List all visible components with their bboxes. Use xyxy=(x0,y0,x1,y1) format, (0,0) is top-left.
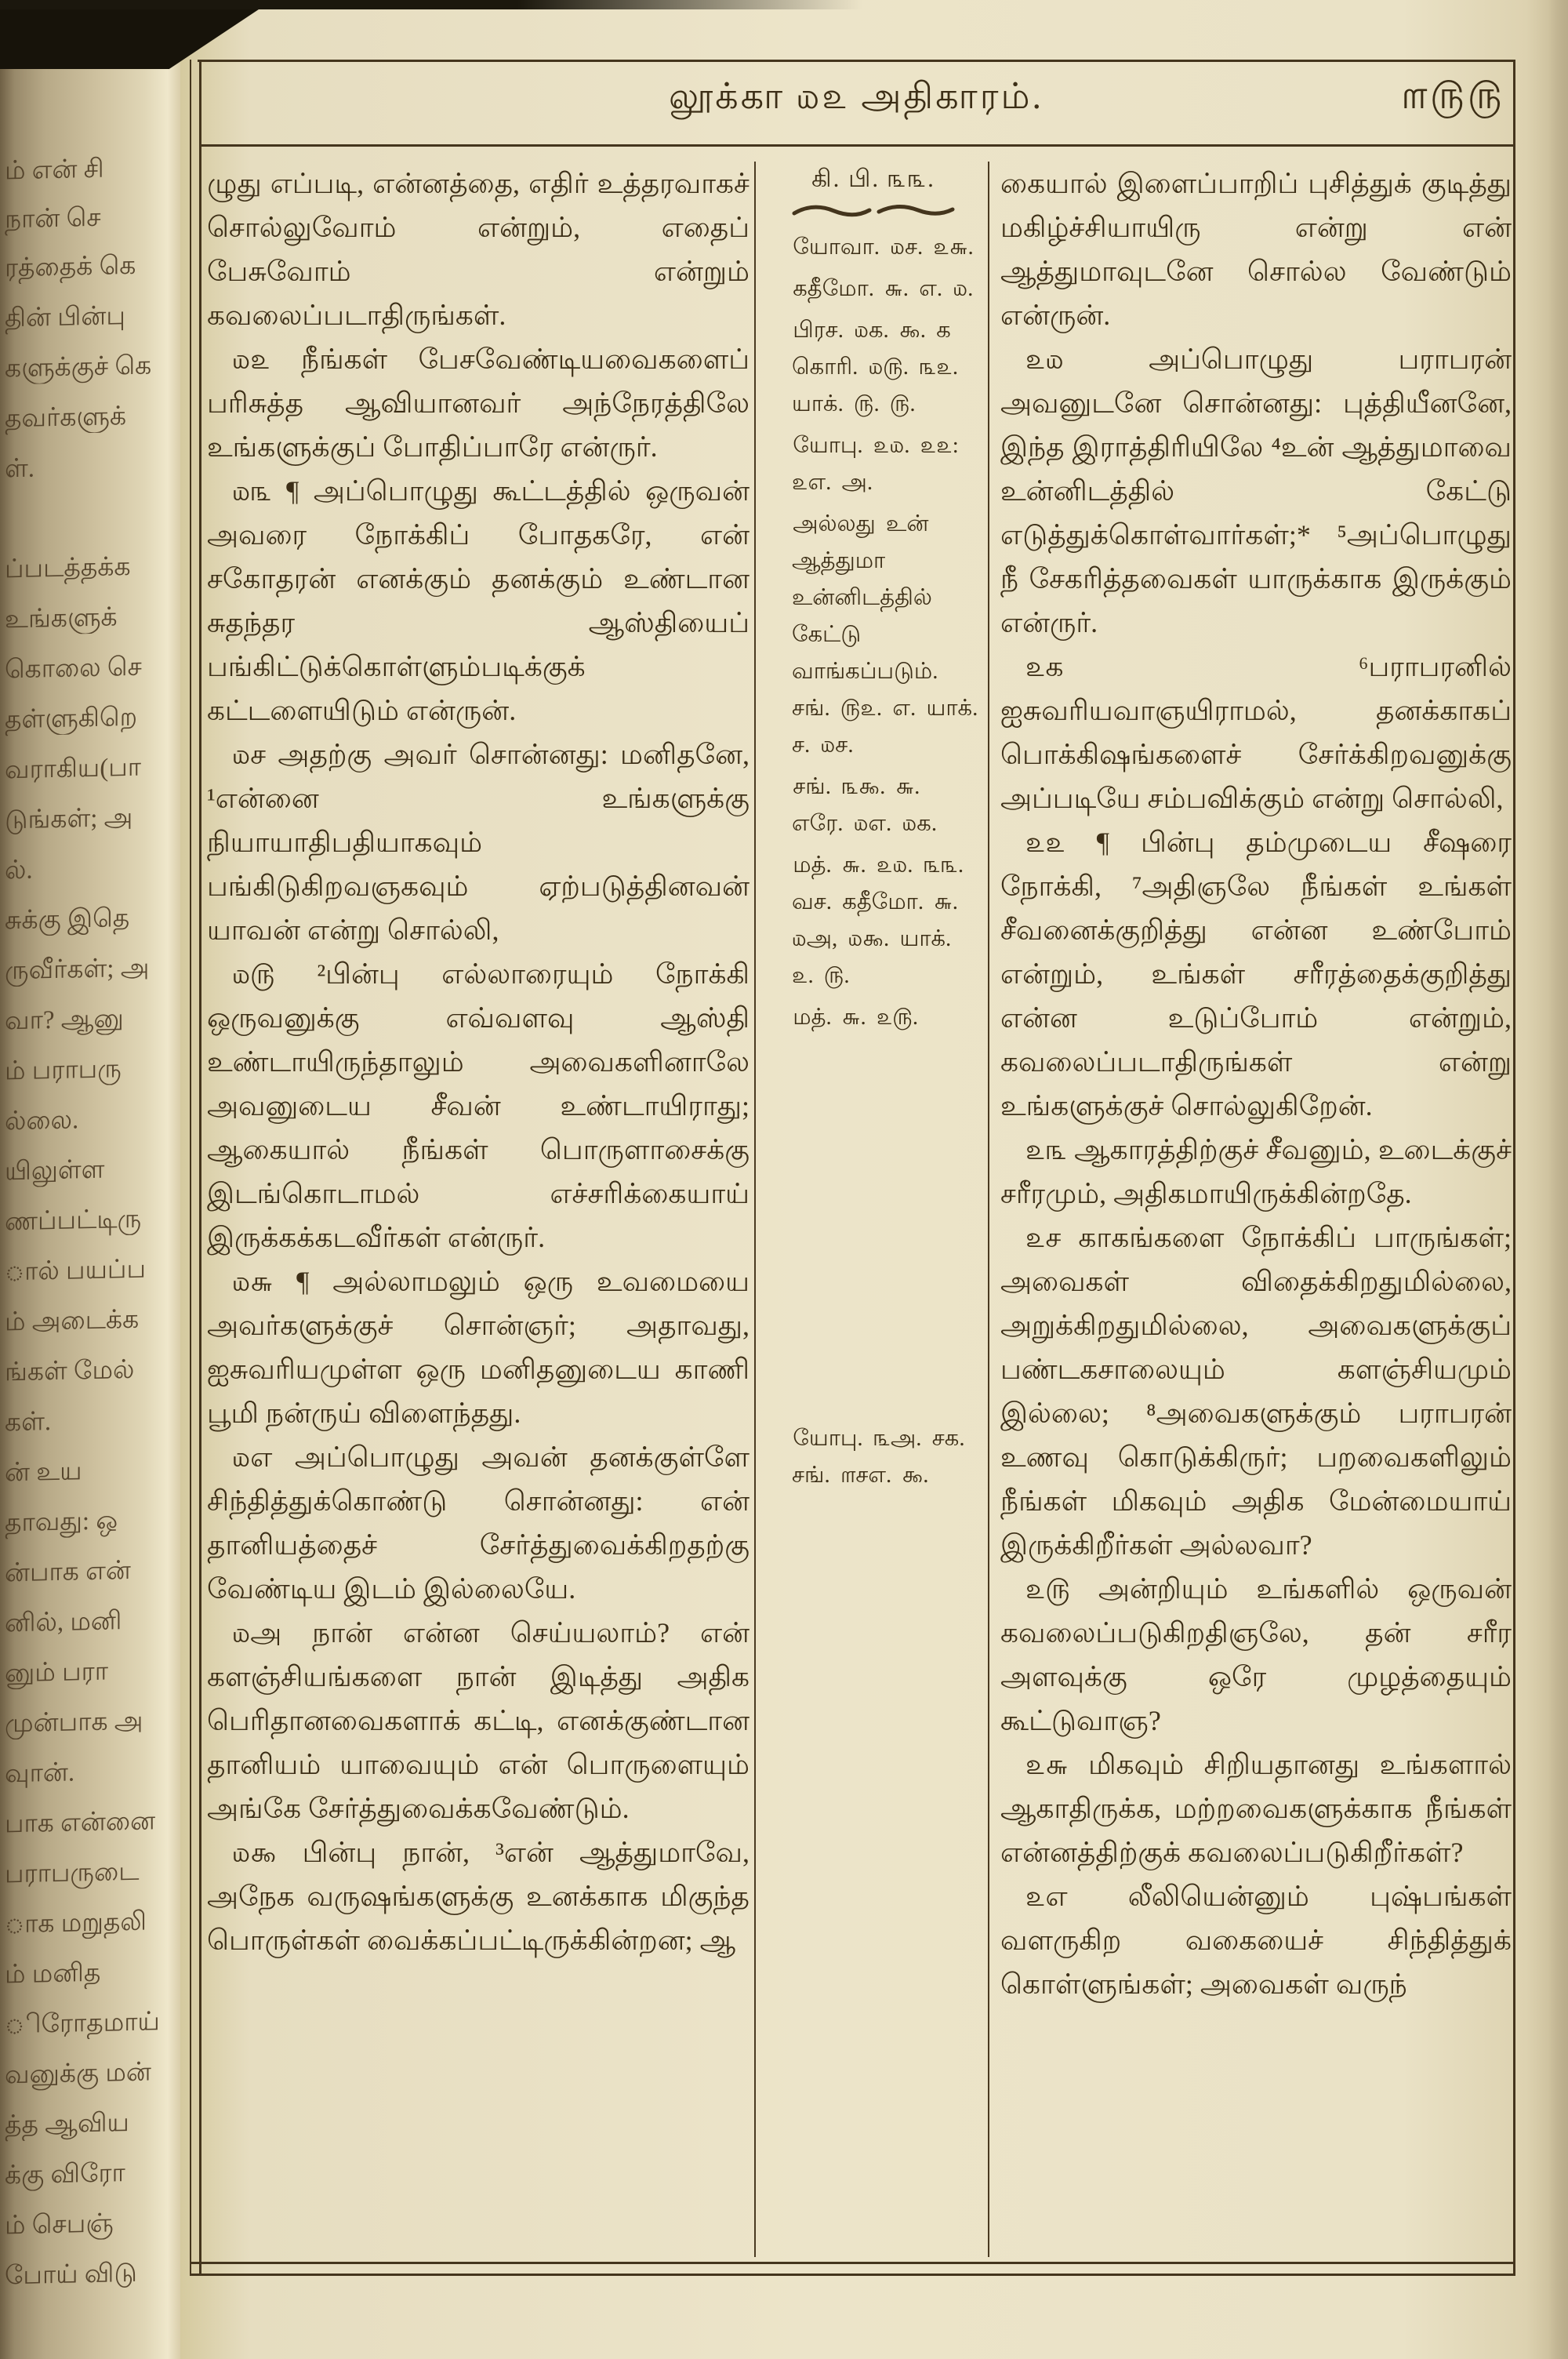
gutter-text-fragment: வுான். xyxy=(5,1758,75,1789)
verse-paragraph: ௰ச அதற்கு அவர் சொன்னது: மனிதனே, ¹என்னை உங்களுக்கு நியாயாதிபதியாகவும் பங்கிடுகிறவஞகவும் ஏற்படுத்தினவன் யாவன் என்று சொல்லி, xyxy=(207,739,750,946)
reference-text: மத். ௬. ௨௫. xyxy=(793,1005,919,1030)
reference-text: பிரச. ௰க. ௯. க கொரி. ௰௫. ௩௨. யாக். ௫. ௫. xyxy=(792,318,959,416)
gutter-text-fragment: க்கு விரோ xyxy=(5,2159,125,2190)
gutter-text-fragment: ால் பயப்ப xyxy=(5,1255,147,1287)
gutter-text-fragment: போய் விடு xyxy=(5,2259,137,2291)
cross-reference xyxy=(765,847,982,994)
page-body xyxy=(180,162,1568,2257)
gutter-text-fragment: ப்படத்தக்க xyxy=(5,552,131,584)
gutter-text-fragment: ல். xyxy=(5,856,33,885)
cross-reference xyxy=(765,229,982,266)
verse-paragraph: ௰எ அப்பொழுது அவன் தனக்குள்ளே சிந்தித்துக்கொண்டு சொன்னது: என் தானியத்தைச் சேர்த்துவைக்கிறதற்கு வேண்டிய இடம் இல்லையே. xyxy=(207,1441,750,1605)
verse-paragraph: கையால் இளைப்பாறிப் புசித்துக் குடித்து மகிழ்ச்சியாயிரு என்று என் ஆத்துமாவுடனே சொல்ல வேண்டும் என்ருன். xyxy=(1000,168,1512,331)
gutter-text-fragment: களுக்குச் கெ xyxy=(5,351,152,383)
gutter-text-fragment: வனுக்கு மன் xyxy=(5,2058,151,2090)
gutter-text-fragment: தின் பின்பு xyxy=(5,302,125,333)
gutter-text-fragment: ல்லை. xyxy=(5,1106,79,1136)
verse-paragraph: ௰௫ ²பின்பு எல்லாரையும் நோக்கி ஒருவனுக்கு எவ்வளவு ஆஸ்தி உண்டாயிருந்தாலும் அவைகளினாலே அவனுடைய சீவன் உண்டாயிராது; ஆகையால் நீங்கள் பொருளாசைக்கு இடங்கொடாமல் எச்சரிக்கையாய் இருக்கக்கடவீர்கள் என்ருர். xyxy=(207,958,750,1253)
reference-text: யோபு. ௨௰. ௨௨: ௨எ. அ. xyxy=(792,433,959,495)
column-divider-right xyxy=(988,162,989,2257)
reference-number xyxy=(765,847,782,884)
verse-paragraph: ௨எ லீலியென்னும் புஷ்பங்கள் வளருகிற வகையைச் சிந்தித்துக் கொள்ளுங்கள்; அவைகள் வருந் xyxy=(1000,1881,1512,2000)
page-number: ௱௫௫ xyxy=(1401,73,1505,117)
gutter-text-fragment: வா? ஆனு xyxy=(5,1005,124,1036)
gutter-text-fragment: தாவது: ஒ xyxy=(5,1507,118,1538)
verse-paragraph: ௨௩ ஆகாரத்திற்குச் சீவனும், உடைக்குச் சரீரமும், அதிகமாயிருக்கின்றதே. xyxy=(1000,1134,1512,1209)
cross-reference xyxy=(765,999,982,1036)
gutter-text-fragment: ரத்தைக் கெ xyxy=(5,251,136,283)
gutter-text-fragment: த்த ஆவிய xyxy=(5,2108,129,2140)
chapter-heading: லூக்கா ௰௨ அதிகாரம். xyxy=(669,76,1044,116)
gutter-text-fragment: முன்பாக அ xyxy=(5,1707,143,1739)
reference-column xyxy=(765,162,982,2257)
reference-text: சங். ௩௯. ௬. எரே. ௰எ. ௰க. xyxy=(792,774,938,836)
left-page-gutter xyxy=(0,0,180,2359)
gutter-text-fragment: நான் செ xyxy=(5,203,101,234)
photo-top-edge xyxy=(0,0,862,9)
verse-paragraph: ௨௨ ¶ பின்பு தம்முடைய சீஷரை நோக்கி, ⁷அதிஞலே நீங்கள் உங்கள் சீவனைக்குறித்து என்ன உண்போம் என்றும், உங்கள் சரீரத்தைக்குறித்து என்ன உடுப்போம் என்றும், கவலைப்படாதிருங்கள் என்று உங்களுக்குச் சொல்லுகிறேன். xyxy=(1000,827,1512,1121)
reference-number xyxy=(765,229,782,266)
gutter-text-fragment: ம் செபஞ் xyxy=(5,2209,114,2241)
reference-number xyxy=(765,999,782,1036)
gutter-text-fragment: ம் மனித xyxy=(5,1958,101,1990)
left-text-column xyxy=(207,162,750,2257)
gutter-text-fragment: ங்கள் மேல் xyxy=(5,1355,135,1387)
gutter-text-fragment: கள். xyxy=(5,1408,52,1438)
verse-paragraph: ௨௬ மிகவும் சிறியதானது உங்களால் ஆகாதிருக்க, மற்றவைகளுக்காக நீங்கள் என்னத்திற்குக் கவலைப்படுகிறீர்கள்? xyxy=(1000,1749,1512,1868)
reference-number xyxy=(765,427,782,464)
cross-reference xyxy=(765,769,982,842)
column-divider-left xyxy=(754,162,756,2257)
gutter-text-fragment: ம் என் சி xyxy=(5,154,104,186)
gutter-text-fragment: ணப்பட்டிரு xyxy=(5,1205,142,1237)
reference-number xyxy=(765,271,782,307)
reference-text: மத். ௬. ௨௰. ௩௩. வச. கதீமோ. ௬. ௰அ, ௰௯. யாக். ௨. ௫. xyxy=(792,852,964,988)
cross-reference xyxy=(765,1420,982,1494)
gutter-text-fragment: ன் உய xyxy=(5,1457,82,1488)
page-edge-shading xyxy=(1548,0,1568,2359)
reference-list-lower xyxy=(765,1420,982,1494)
reference-number xyxy=(765,506,782,543)
gutter-text-fragment: ருவீர்கள்; அ xyxy=(5,954,150,986)
verse-paragraph: ௨க ⁶பராபரனில் ஐசுவரியவாஞயிராமல், தனக்காகப் பொக்கிஷங்களைச் சேர்க்கிறவனுக்கு அப்படியே சம்பவிக்கும் என்று சொல்லி, xyxy=(1000,651,1512,814)
gutter-text-fragment: ம் அடைக்க xyxy=(5,1305,140,1337)
reference-text: அல்லது உன் ஆத்துமா உன்னிடத்தில் கேட்டு வாங்கப்படும். சங். ௫௨. எ. யாக். ச. ௰ச. xyxy=(792,511,978,758)
gutter-text-fragment: கொலை செ xyxy=(5,652,142,685)
gutter-text-fragment: ம் பராபரு xyxy=(5,1055,122,1086)
verse-paragraph: ழுது எப்படி, என்னத்தை, எதிர் உத்தரவாகச் சொல்லுவோம் என்றும், எதைப் பேசுவோம் என்றும் கவலைப்படாதிருங்கள். xyxy=(207,168,750,331)
gutter-text-fragment: யிலுள்ள xyxy=(5,1155,105,1187)
verse-paragraph: ௨ச காகங்களை நோக்கிப் பாருங்கள்; அவைகள் விதைக்கிறதுமில்லை, அறுக்கிறதுமில்லை, அவைகளுக்குப் பண்டகசாலையும் களஞ்சியமும் இல்லை; ⁸அவைகளுக்கும் பராபரன் உணவு கொடுக்கிருர்; பறவைகளிலும் நீங்கள் மிகவும் அதிக மேன்மையாய் இருக்கிறீர்கள் அல்லவா? xyxy=(1000,1222,1512,1561)
gutter-text-fragment: ாக மறுதலி xyxy=(5,1907,147,1939)
gutter-text-fragment: தள்ளுகிறெ xyxy=(5,703,138,735)
reference-text: யோபு. ௩அ. சக. சங். ௱சஎ. ௯. xyxy=(792,1426,965,1488)
reference-number xyxy=(765,1420,782,1457)
gutter-text-fragment: னில், மனி xyxy=(5,1607,122,1638)
frame-bottom-rule-inner xyxy=(190,2262,1515,2264)
cross-reference xyxy=(765,271,982,307)
reference-number xyxy=(765,312,782,349)
gutter-text-fragment: பாக என்னை xyxy=(5,1807,156,1839)
cross-reference xyxy=(765,506,982,764)
gutter-text-fragment: உங்களுக் xyxy=(5,603,118,634)
frame-bottom-rule-outer xyxy=(190,2274,1515,2276)
gutter-text-fragment: னும் பரா xyxy=(5,1657,108,1688)
gutter-text-fragment: சுக்கு இதெ xyxy=(5,903,130,936)
reference-text: யோவா. ௰ச. ௨௬. xyxy=(793,234,974,260)
reference-number xyxy=(765,769,782,805)
cross-reference xyxy=(765,427,982,501)
era-heading: கி. பி. ௩௩. xyxy=(811,165,935,192)
gutter-text-fragment: பராபருடை xyxy=(5,1857,140,1889)
frame-top-rule xyxy=(198,60,1515,62)
verse-paragraph: ௨௫ அன்றியும் உங்களில் ஒருவன் கவலைப்படுகிறதிஞலே, தன் சரீர அளவுக்கு ஒரே முழத்தையும் கூட்டுவாஞ? xyxy=(1000,1573,1512,1736)
reference-list xyxy=(765,229,982,1036)
verse-paragraph: ௰௩ ¶ அப்பொழுது கூட்டத்தில் ஒருவன் அவரை நோக்கிப் போதகரே, என் சகோதரன் எனக்கும் தனக்கும் உண்டான சுதந்தர ஆஸ்தியைப் பங்கிட்டுக்கொள்ளும்படிக்குக் கட்டளையிடும் என்ருன். xyxy=(207,475,750,726)
printed-page xyxy=(180,0,1568,2359)
reference-text: கதீமோ. ௬. எ. ௰. xyxy=(793,276,974,301)
verse-paragraph: ௰௬ ¶ அல்லாமலும் ஒரு உவமையை அவர்களுக்குச் சொன்ஞர்; அதாவது, ஐசுவரியமுள்ள ஒரு மனிதனுடைய காணி பூமி நன்ருய் விளைந்தது. xyxy=(207,1266,750,1429)
gutter-text-fragment: ன்பாக என் xyxy=(5,1556,131,1588)
verse-paragraph: ௨௰ அப்பொழுது பராபரன் அவனுடனே சொன்னது: புத்தியீனனே, இந்த இராத்திரியிலே ⁴உன் ஆத்துமாவை உன்னிடத்தில் கேட்டு எடுத்துக்கொள்வார்கள்;* ⁵அப்பொழுது நீ சேகரித்தவைகள் யாருக்காக இருக்கும் என்ருர். xyxy=(1000,343,1512,638)
gutter-text-fragment: தவர்களுக் xyxy=(5,402,127,434)
verse-paragraph: ௰௯ பின்பு நான், ³என் ஆத்துமாவே, அநேக வருஷங்களுக்கு உனக்காக மிகுந்த பொருள்கள் வைக்கப்பட்டிருக்கின்றன; ஆ xyxy=(207,1837,750,1956)
gutter-text-fragment: டுங்கள்; அ xyxy=(5,803,133,835)
header-rule xyxy=(199,144,1515,147)
verse-paragraph: ௰அ நான் என்ன செய்யலாம்? என் களஞ்சியங்களை நான் இடித்து அதிக பெரிதானவைகளாக் கட்டி, எனக்குண்டான தானியம் யாவையும் என் பொருளையும் அங்கே சேர்த்துவைக்கவேண்டும். xyxy=(207,1617,750,1824)
right-text-column xyxy=(1000,162,1512,2257)
gutter-text-fragment: ிரோதமாய் xyxy=(5,2008,160,2040)
squiggle-divider-icon xyxy=(791,201,956,221)
gutter-text-fragment: வராகிய(பா xyxy=(5,753,141,785)
cross-reference xyxy=(765,312,982,423)
gutter-text-fragment: ள். xyxy=(5,454,35,484)
verse-paragraph: ௰௨ நீங்கள் பேசவேண்டியவைகளைப் பரிசுத்த ஆவியானவர் அந்நேரத்திலே உங்களுக்குப் போதிப்பாரே என்ருர். xyxy=(207,343,750,463)
